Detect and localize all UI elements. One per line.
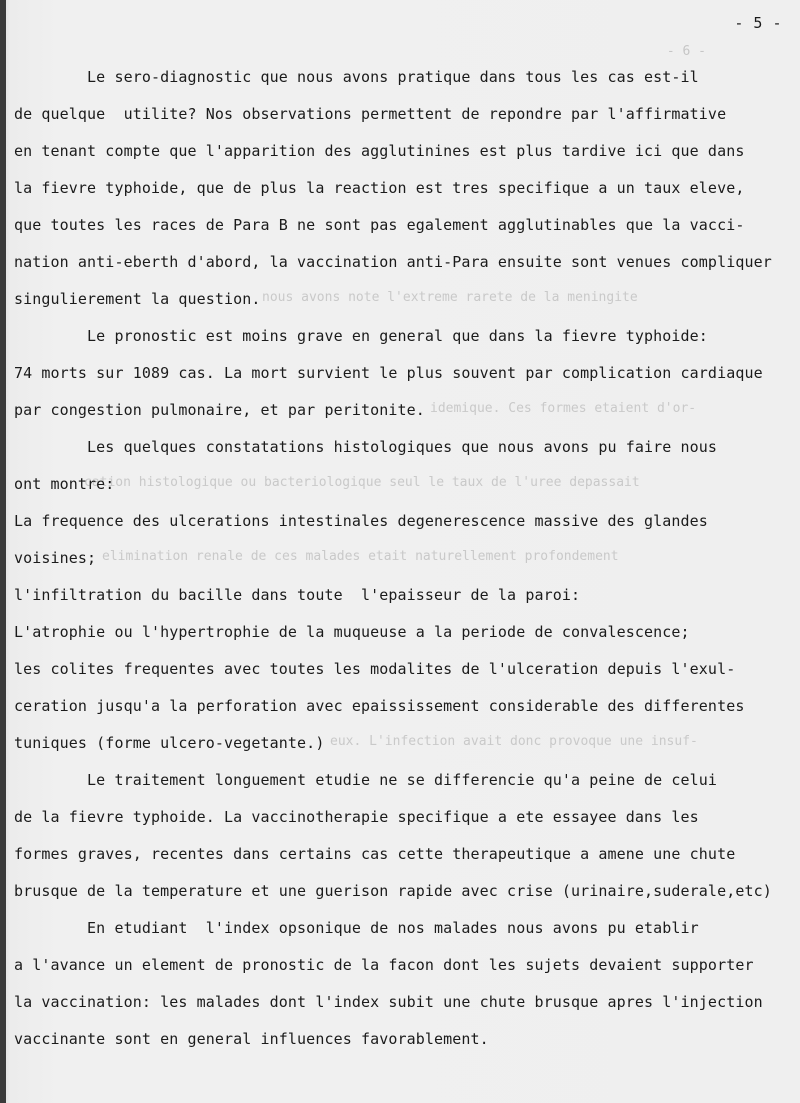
text-line: 74 morts sur 1089 cas. La mort survient le plus souvent par complication cardiaque xyxy=(14,364,763,382)
page-number: - 5 - xyxy=(734,14,782,32)
text-line: En etudiant l'index opsonique de nos malades nous avons pu etablir xyxy=(14,919,699,937)
text-line: la fievre typhoide, que de plus la reaction est tres specifique a un taux eleve, xyxy=(14,179,745,197)
text-line: singulierement la question. xyxy=(14,290,261,308)
scan-edge xyxy=(0,0,6,1103)
text-line: Le traitement longuement etudie ne se differencie qu'a peine de celui xyxy=(14,771,718,789)
bleed-through-text: eux. L'infection avait donc provoque une insuf- xyxy=(330,734,698,749)
text-line: Le sero-diagnostic que nous avons pratique dans tous les cas est-il xyxy=(14,68,699,86)
text-line: l'infiltration du bacille dans toute l'epaisseur de la paroi: xyxy=(14,586,581,604)
text-line: la vaccination: les malades dont l'index subit une chute brusque apres l'injection xyxy=(14,993,763,1011)
bleed-through-text: cation histologique ou bacteriologique seul le taux de l'uree depassait xyxy=(84,475,640,490)
text-line: vaccinante sont en general influences favorablement. xyxy=(14,1030,489,1048)
text-line: La frequence des ulcerations intestinales degenerescence massive des glandes xyxy=(14,512,708,530)
bleed-through-text: nous avons note l'extreme rarete de la meningite xyxy=(262,290,638,305)
bleed-through-text: idemique. Ces formes etaient d'or- xyxy=(430,401,697,416)
text-line: formes graves, recentes dans certains cas cette therapeutique a amene une chute xyxy=(14,845,736,863)
text-line: tuniques (forme ulcero-vegetante.) xyxy=(14,734,325,752)
text-line: Le pronostic est moins grave en general que dans la fievre typhoide: xyxy=(14,327,708,345)
text-line: brusque de la temperature et une guerison rapide avec crise (urinaire,suderale,etc) xyxy=(14,882,772,900)
text-line: ceration jusqu'a la perforation avec epaississement considerable des differentes xyxy=(14,697,745,715)
text-line: que toutes les races de Para B ne sont pas egalement agglutinables que la vacci- xyxy=(14,216,745,234)
bleed-through-text: elimination renale de ces malades etait naturellement profondement xyxy=(102,549,619,564)
text-line: en tenant compte que l'apparition des agglutinines est plus tardive ici que dans xyxy=(14,142,745,160)
text-line: voisines; xyxy=(14,549,97,567)
text-line: de quelque utilite? Nos observations permettent de repondre par l'affirmative xyxy=(14,105,727,123)
text-line: nation anti-eberth d'abord, la vaccination anti-Para ensuite sont venues compliquer xyxy=(14,253,772,271)
text-line: a l'avance un element de pronostic de la facon dont les sujets devaient supporter xyxy=(14,956,754,974)
text-line: ont montre: xyxy=(14,475,115,493)
text-line: Les quelques constatations histologiques que nous avons pu faire nous xyxy=(14,438,718,456)
text-line: L'atrophie ou l'hypertrophie de la muqueuse a la periode de convalescence; xyxy=(14,623,690,641)
text-line: de la fievre typhoide. La vaccinotherapie specifique a ete essayee dans les xyxy=(14,808,699,826)
text-line: par congestion pulmonaire, et par peritonite. xyxy=(14,401,425,419)
text-line: les colites frequentes avec toutes les modalites de l'ulceration depuis l'exul- xyxy=(14,660,736,678)
body-text xyxy=(14,65,786,1064)
faint-page-number: - 6 - xyxy=(666,44,706,59)
